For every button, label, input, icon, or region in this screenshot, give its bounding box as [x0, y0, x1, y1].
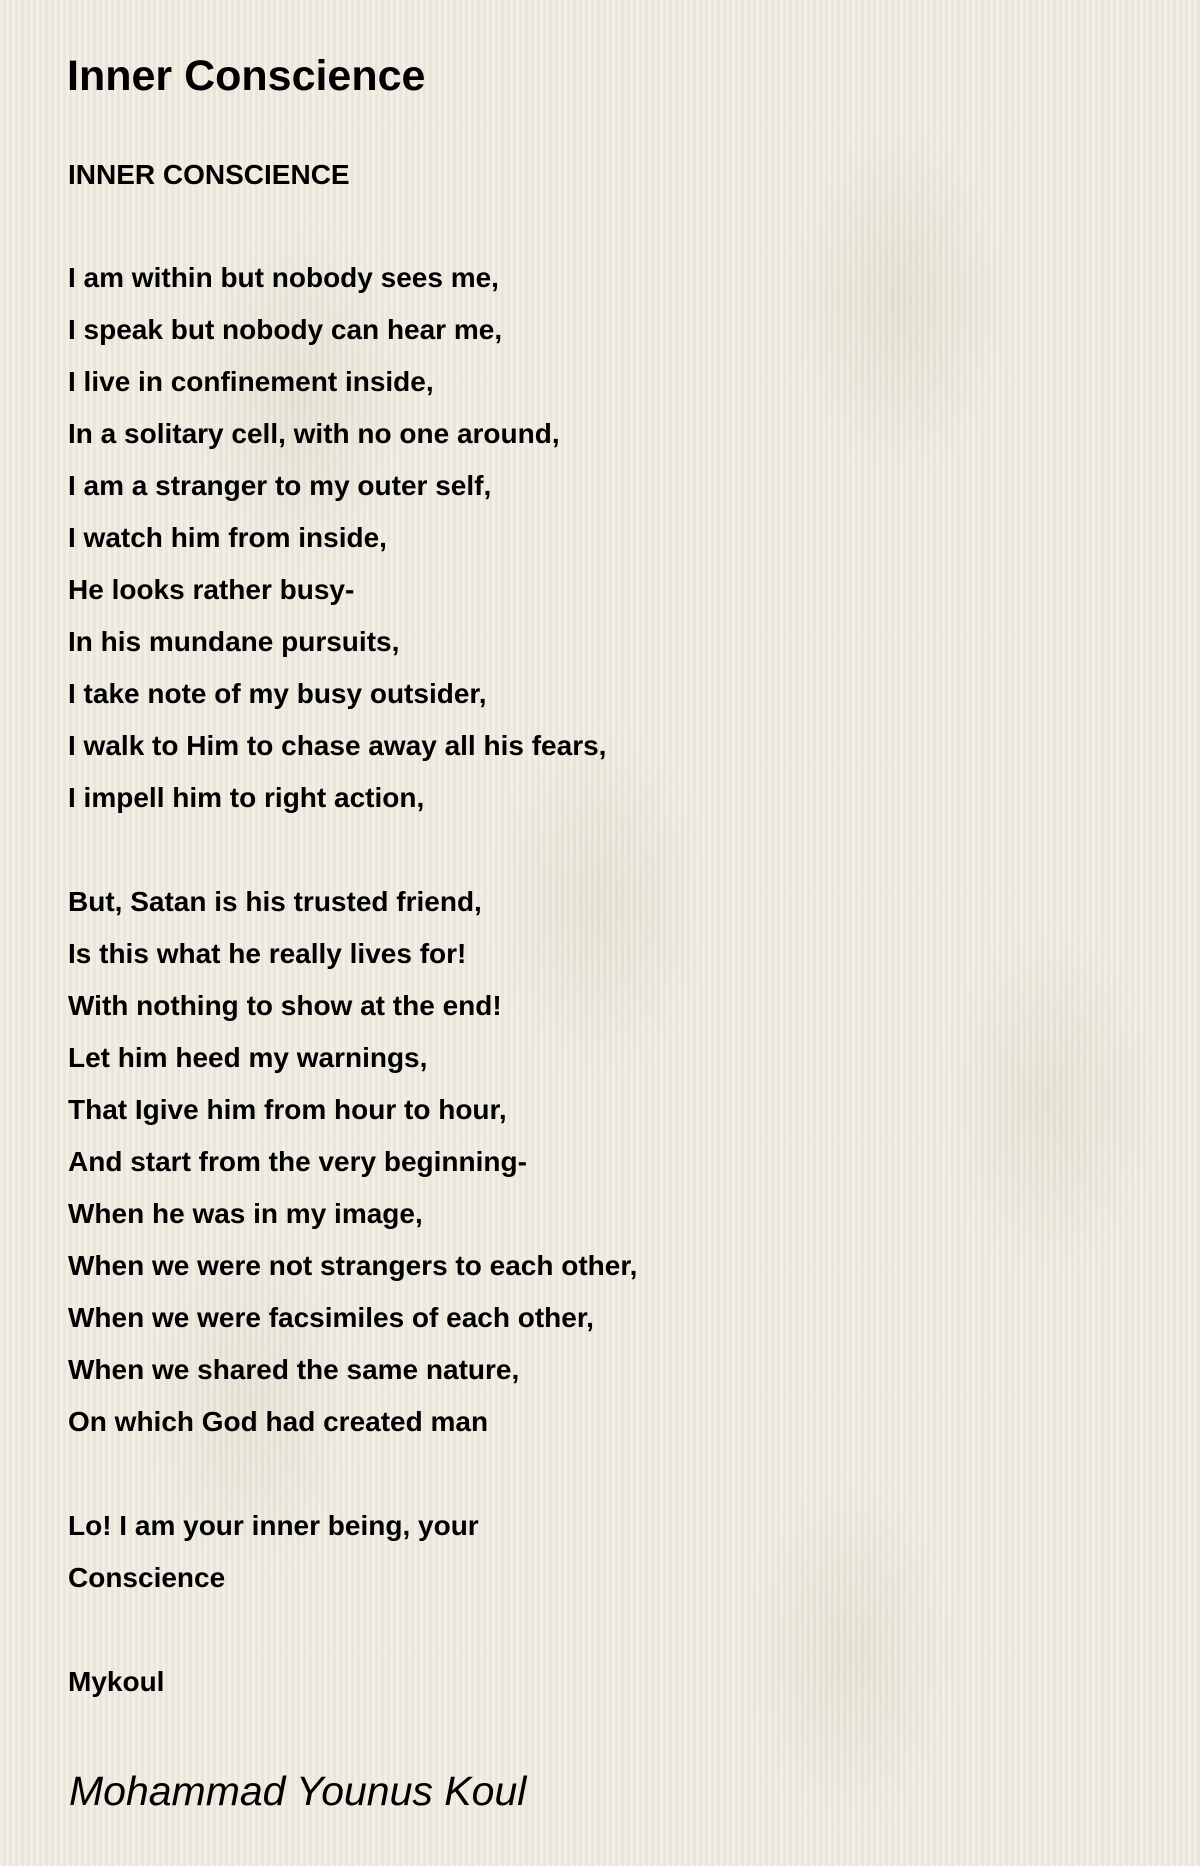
poem-line: I am within but nobody sees me, — [68, 262, 499, 293]
poem-line: But, Satan is his trusted friend, — [68, 886, 482, 917]
author-name: Mohammad Younus Koul — [69, 1768, 527, 1814]
poem-line: In a solitary cell, with no one around, — [68, 418, 560, 449]
poem-line: I watch him from inside, — [68, 522, 387, 553]
poem-line: I am a stranger to my outer self, — [68, 470, 492, 501]
poem-body — [68, 252, 637, 1708]
poem-line: I impell him to right action, — [68, 782, 425, 813]
poem-line: I walk to Him to chase away all his fears, — [68, 730, 607, 761]
poem-line: When we were facsimiles of each other, — [68, 1302, 594, 1333]
poem-title: Inner Conscience — [67, 52, 426, 100]
poem-line: In his mundane pursuits, — [68, 626, 400, 657]
poem-line: Is this what he really lives for! — [68, 938, 467, 969]
stanza-break — [68, 1448, 637, 1500]
poem-line: Let him heed my warnings, — [68, 1042, 428, 1073]
poem-line: When he was in my image, — [68, 1198, 423, 1229]
poem-subtitle: INNER CONSCIENCE — [68, 159, 350, 190]
poem-line: I take note of my busy outsider, — [68, 678, 487, 709]
stanza-break — [68, 1604, 637, 1656]
poem-line: Mykoul — [68, 1666, 165, 1697]
poem-line: He looks rather busy- — [68, 574, 355, 605]
poem-line: Lo! I am your inner being, your — [68, 1510, 479, 1541]
poem-line: When we were not strangers to each other, — [68, 1250, 638, 1281]
stanza-break — [68, 824, 637, 876]
poem-line: With nothing to show at the end! — [68, 990, 502, 1021]
poem-line: Conscience — [68, 1562, 226, 1593]
poem-line: On which God had created man — [68, 1406, 489, 1437]
poem-line: When we shared the same nature, — [68, 1354, 520, 1385]
poem-line: And start from the very beginning- — [68, 1146, 527, 1177]
poem-line: I speak but nobody can hear me, — [68, 314, 503, 345]
poem-line: That Igive him from hour to hour, — [68, 1094, 507, 1125]
poem-line: I live in confinement inside, — [68, 366, 434, 397]
